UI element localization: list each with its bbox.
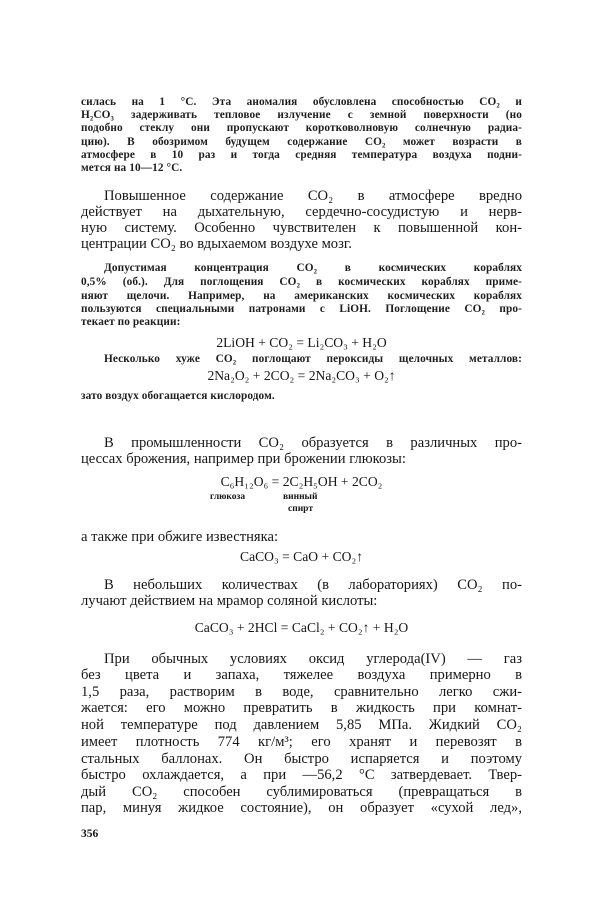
text-line: Несколько хуже CO₂ поглощают пероксиды щелочных металлов:: [104, 353, 522, 365]
text-line: стальных баллонах. Он быстро испаряется и поэтому: [81, 751, 522, 767]
text-line: ную систему. Особенно чувствителен к повышенной кон-: [81, 220, 522, 236]
text-line: пар, минуя жидкое состояние), он образует «сухой лед»,: [81, 800, 522, 816]
text-line: В небольших количествах (в лабораториях) CO₂ по-: [104, 577, 522, 593]
text-line: подобно стеклу они пропускают коротковолновую солнечную радиа-: [81, 122, 522, 134]
equation-lioh: 2LiOH + CO₂ = Li₂CO₃ + H₂O: [216, 335, 387, 350]
text-line: силась на 1 °C. Эта аномалия обусловлена способностью CO₂ и: [81, 96, 522, 108]
text-line: лучают действием на мрамор соляной кислоты:: [81, 593, 378, 609]
text-line: текает по реакции:: [81, 316, 181, 328]
equation-limestone: CaCO₃ = CaO + CO₂↑: [240, 549, 363, 564]
text-line: жается: его можно превратить в жидкость при комнат-: [81, 700, 522, 716]
text-line: быстро охлаждается, а при —56,2 °C затвердевает. Твер-: [81, 767, 522, 783]
page-number: 356: [81, 828, 99, 840]
equation-fermentation: C₆H₁₂O₆ = 2C₂H₅OH + 2CO₂: [220, 474, 383, 489]
text-line: без цвета и запаха, тяжелее воздуха примерно в: [81, 667, 522, 683]
text-line: цессах брожения, например при брожении глюкозы:: [81, 451, 406, 467]
text-line: дый CO₂ способен сублимироваться (превращаться в: [81, 784, 522, 800]
text-line: H₂CO₃ задерживать тепловое излучение с земной поверхности (но: [81, 109, 522, 121]
equation-peroxide: 2Na₂O₂ + 2CO₂ = 2Na₂CO₃ + O₂↑: [207, 368, 396, 383]
text-line: мется на 10—12 °C.: [81, 162, 183, 174]
label-alcohol-2: спирт: [288, 504, 313, 514]
text-line: атмосфере в 10 раз и тогда средняя температура воздуха подни-: [81, 149, 522, 161]
text-line: цию). В обозримом будущем содержание CO₂ может возрасти в: [81, 136, 522, 148]
text-line: При обычных условиях оксид углерода(IV) — газ: [104, 651, 522, 667]
text-line: Повышенное содержание CO₂ в атмосфере вредно: [104, 188, 522, 204]
text-line: центрации CO₂ во вдыхаемом воздухе мозг.: [81, 236, 352, 252]
text-line: пользуются специальными патронами с LiOH. Поглощение CO₂ про-: [81, 303, 522, 315]
label-alcohol: винный: [283, 492, 318, 502]
text-line: Допустимая концентрация CO₂ в космических кораблях: [104, 262, 522, 274]
text-line: 0,5% (об.). Для поглощения CO₂ в космических кораблях приме-: [81, 276, 522, 288]
text-line: ной температуре под давлением 5,85 МПа. Жидкий CO₂: [81, 717, 522, 733]
text-line: зато воздух обогащается кислородом.: [81, 390, 275, 402]
text-line: В промышленности CO₂ образуется в различных про-: [104, 435, 522, 451]
text-line: а также при обжиге известняка:: [81, 529, 279, 545]
text-line: 1,5 раза, растворим в воде, сравнительно легко сжи-: [81, 684, 522, 700]
equation-marble: CaCO₃ + 2HCl = CaCl₂ + CO₂↑ + H₂O: [194, 620, 409, 635]
label-glucose: глюкоза: [210, 492, 246, 502]
text-line: няют щелочи. Например, на американских космических кораблях: [81, 290, 522, 302]
text-line: действует на дыхательную, сердечно-сосудистую и нерв-: [81, 204, 522, 220]
text-line: имеет плотность 774 кг/м³; его хранят и перевозят в: [81, 734, 522, 750]
